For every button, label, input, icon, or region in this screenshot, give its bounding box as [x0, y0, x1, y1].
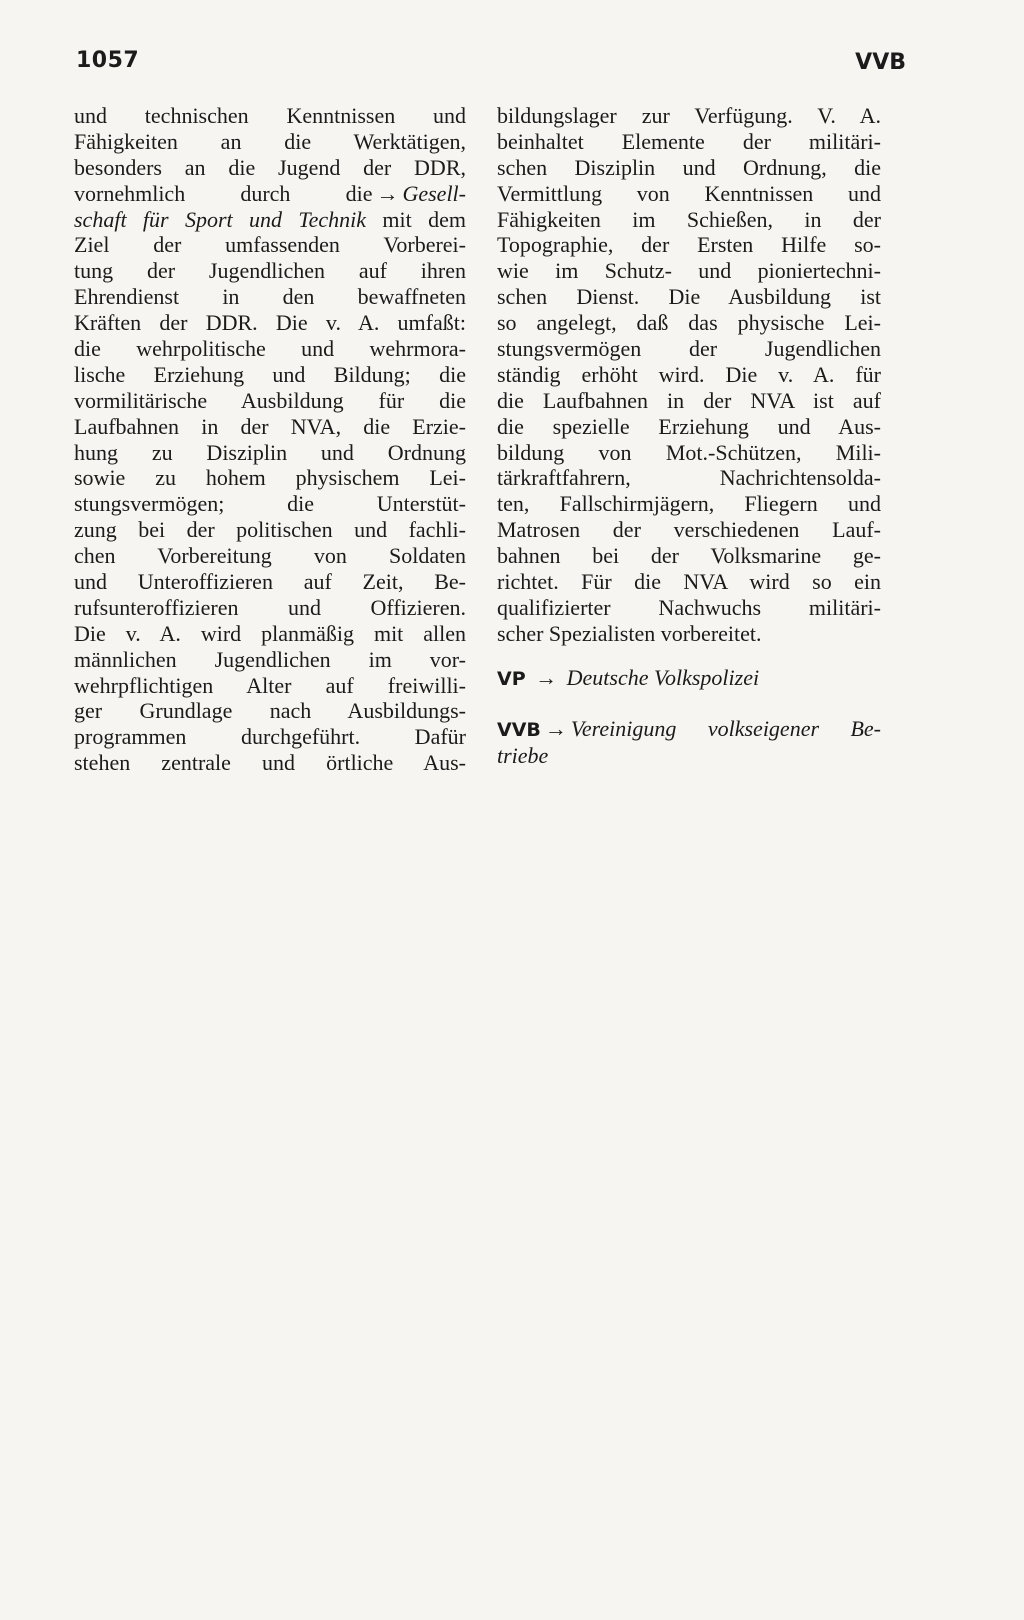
text-line-with-reference	[74, 181, 466, 207]
entry-headword: VVB	[497, 719, 541, 741]
text-line: Ehrendienst in den bewaffneten	[74, 284, 466, 310]
cross-reference: Gesell-	[402, 180, 466, 206]
text-line: qualifizierter Nachwuchs militäri-	[497, 594, 881, 620]
text-line: ten, Fallschirmjägern, Fliegern und	[497, 491, 881, 517]
text-line: schen Disziplin und Ordnung, die	[497, 154, 881, 180]
text-line: tärkraftfahrern, Nachrichtensolda-	[497, 465, 881, 491]
text-line: bahnen bei der Volksmarine ge-	[497, 543, 881, 569]
text-line: bildungslager zur Verfügung. V. A.	[497, 103, 881, 128]
left-column	[74, 103, 466, 776]
cross-reference: schaft für Sport und Technik	[74, 206, 367, 232]
text-line: Kräften der DDR. Die v. A. umfaßt:	[74, 310, 466, 336]
text-line: Ziel der umfassenden Vorberei-	[74, 232, 466, 258]
text-line: programmen durchgeführt. Dafür	[74, 724, 466, 750]
cross-reference-arrow: →	[544, 716, 567, 741]
page-number: 1057	[76, 48, 140, 73]
text-line: stehen zentrale und örtliche Aus-	[74, 750, 466, 776]
text-line: stungsvermögen der Jugendlichen	[497, 336, 881, 362]
text-segment: mit dem	[382, 206, 466, 232]
text-segment: vornehmlich durch die	[74, 180, 373, 206]
text-line: männlichen Jugendlichen im vor-	[74, 646, 466, 672]
text-line: die wehrpolitische und wehrmora-	[74, 336, 466, 362]
cross-reference: triebe	[497, 743, 549, 768]
text-line: beinhaltet Elemente der militäri-	[497, 128, 881, 154]
text-line: sowie zu hohem physischem Lei-	[74, 465, 466, 491]
text-line: die spezielle Erziehung und Aus-	[497, 413, 881, 439]
text-line: so angelegt, daß das physische Lei-	[497, 310, 881, 336]
cross-reference-arrow: →	[376, 180, 399, 206]
text-line: schen Dienst. Die Ausbildung ist	[497, 284, 881, 310]
text-line: wehrpflichtigen Alter auf freiwilli-	[74, 672, 466, 698]
text-line: rufsunteroffizieren und Offizieren.	[74, 594, 466, 620]
text-line: und technischen Kenntnissen und	[74, 103, 466, 128]
text-line: Matrosen der verschiedenen Lauf-	[497, 517, 881, 543]
text-line: Die v. A. wird planmäßig mit allen	[74, 620, 466, 646]
text-line: stungsvermögen; die Unterstüt-	[74, 491, 466, 517]
text-line: lische Erziehung und Bildung; die	[74, 361, 466, 387]
cross-reference: Deutsche Volkspolizei	[566, 665, 760, 690]
entry-vvb	[497, 716, 881, 769]
text-line: und Unteroffizieren auf Zeit, Be-	[74, 569, 466, 595]
text-line: scher Spezialisten vorbereitet.	[497, 620, 762, 646]
running-head: VVB	[855, 50, 906, 75]
text-line: vormilitärische Ausbildung für die	[74, 387, 466, 413]
text-line: ständig erhöht wird. Die v. A. für	[497, 361, 881, 387]
text-line: Vermittlung von Kenntnissen und	[497, 180, 881, 206]
cross-reference-arrow: →	[535, 665, 558, 690]
text-line: wie im Schutz- und pioniertechni-	[497, 258, 881, 284]
text-line: zung bei der politischen und fachli-	[74, 517, 466, 543]
text-line: tung der Jugendlichen auf ihren	[74, 258, 466, 284]
cross-reference: Vereinigung volkseigener Be-	[570, 716, 881, 741]
text-line: bildung von Mot.-Schützen, Mili-	[497, 439, 881, 465]
text-line-with-reference	[74, 207, 466, 233]
text-line: hung zu Disziplin und Ordnung	[74, 439, 466, 465]
text-line: Fähigkeiten im Schießen, in der	[497, 206, 881, 232]
text-line: Fähigkeiten an die Werktätigen,	[74, 128, 466, 154]
text-line: Topographie, der Ersten Hilfe so-	[497, 232, 881, 258]
text-line: Laufbahnen in der NVA, die Erzie-	[74, 413, 466, 439]
text-line: chen Vorbereitung von Soldaten	[74, 543, 466, 569]
text-line: richtet. Für die NVA wird so ein	[497, 569, 881, 595]
entry-line	[497, 716, 881, 743]
right-column	[497, 103, 881, 647]
entry-headword: VP	[497, 668, 526, 690]
text-line: besonders an die Jugend der DDR,	[74, 154, 466, 180]
text-line: die Laufbahnen in der NVA ist auf	[497, 387, 881, 413]
entry-vp	[497, 665, 881, 692]
text-line: ger Grundlage nach Ausbildungs-	[74, 698, 466, 724]
